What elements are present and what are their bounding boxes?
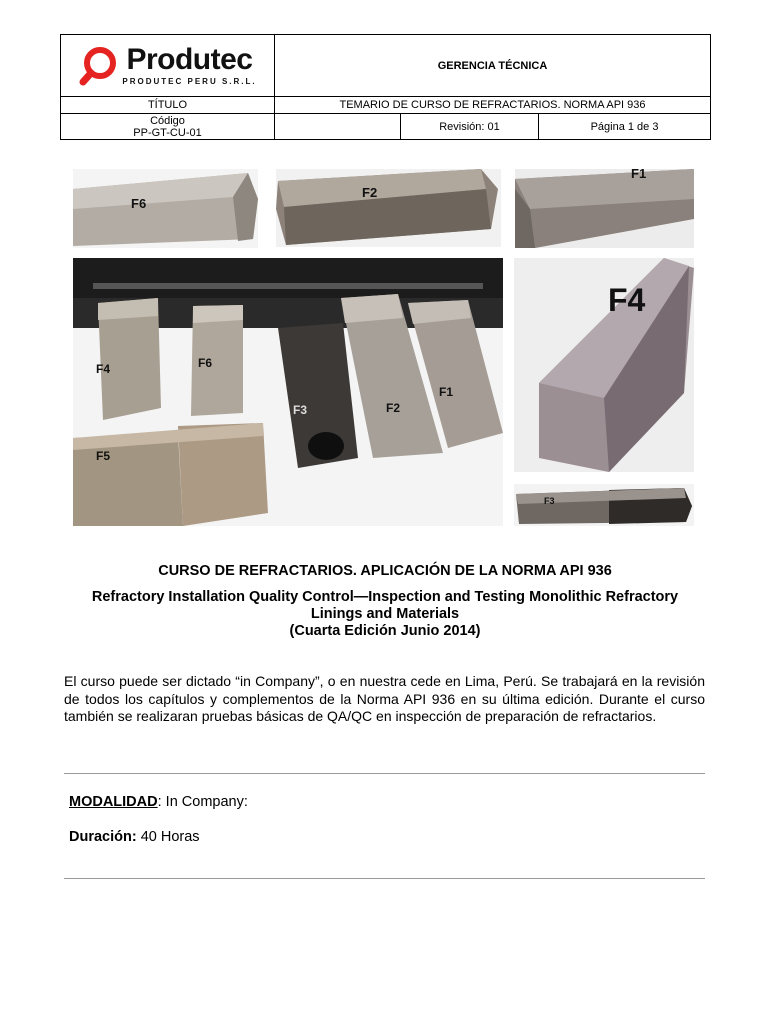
revision: Revisión: 01	[401, 114, 539, 140]
label-f3-small: F3	[544, 496, 555, 506]
group-label-f5: F5	[96, 449, 111, 463]
group-label-f2: F2	[386, 401, 401, 415]
modalidad-value: : In Company:	[157, 794, 248, 810]
photo-brick-f1	[515, 169, 694, 248]
label-f2: F2	[362, 185, 378, 200]
group-label-f6: F6	[198, 356, 213, 370]
photo-brick-f4	[514, 258, 694, 472]
logo-subtitle: PRODUTEC PERU S.R.L.	[122, 77, 257, 86]
course-subtitle	[60, 589, 710, 640]
course-title: CURSO DE REFRACTARIOS. APLICACIÓN DE LA NORMA API 936	[158, 563, 612, 579]
page-number: Página 1 de 3	[539, 114, 711, 140]
label-f4-big: F4	[608, 282, 646, 318]
label-f1: F1	[631, 169, 647, 181]
logo-name: Produtec	[126, 43, 253, 76]
group-label-f1: F1	[439, 385, 454, 399]
photo-brick-f3	[514, 484, 694, 526]
photo-brick-f6	[73, 169, 258, 248]
duracion-line	[69, 829, 200, 845]
subtitle-line-2: Linings and Materials	[310, 606, 460, 622]
group-label-f4: F4	[96, 362, 111, 376]
duracion-label: Duración:	[69, 829, 137, 845]
company-logo	[61, 35, 275, 97]
duracion-value: 40 Horas	[136, 829, 200, 845]
photo-brick-group	[73, 258, 503, 526]
department-title: GERENCIA TÉCNICA	[275, 35, 711, 97]
magnifier-logo-icon	[78, 46, 118, 86]
subtitle-line-1: Refractory Installation Quality Control—Inspection and Testing Monolithic Refractory	[91, 589, 679, 605]
code-value: PP-GT-CU-01	[133, 126, 202, 139]
modalidad-line	[69, 794, 248, 810]
label-f6: F6	[131, 196, 147, 211]
code-cell	[61, 114, 275, 140]
title-value: TEMARIO DE CURSO DE REFRACTARIOS. NORMA API 936	[275, 97, 711, 114]
group-label-f3: F3	[293, 403, 308, 417]
course-intro: El curso puede ser dictado “in Company”, o en nuestra cede en Lima, Perú. Se trabajará en la revisión de todos los capítulos y complementos de la Norma API 936 en su última edición. Durante el curso también se realizaran pruebas básicas de QA/QC en inspección de preparación de refractarios.	[64, 673, 705, 724]
modalidad-label: MODALIDAD	[69, 794, 158, 810]
divider-bottom	[64, 878, 705, 879]
empty-cell	[275, 114, 401, 140]
photo-brick-f2	[276, 169, 501, 247]
divider-top	[64, 773, 705, 774]
code-label: Código	[150, 114, 185, 127]
subtitle-line-3: (Cuarta Edición Junio 2014)	[289, 623, 481, 639]
document-header	[60, 34, 710, 139]
title-label: TÍTULO	[61, 97, 275, 114]
